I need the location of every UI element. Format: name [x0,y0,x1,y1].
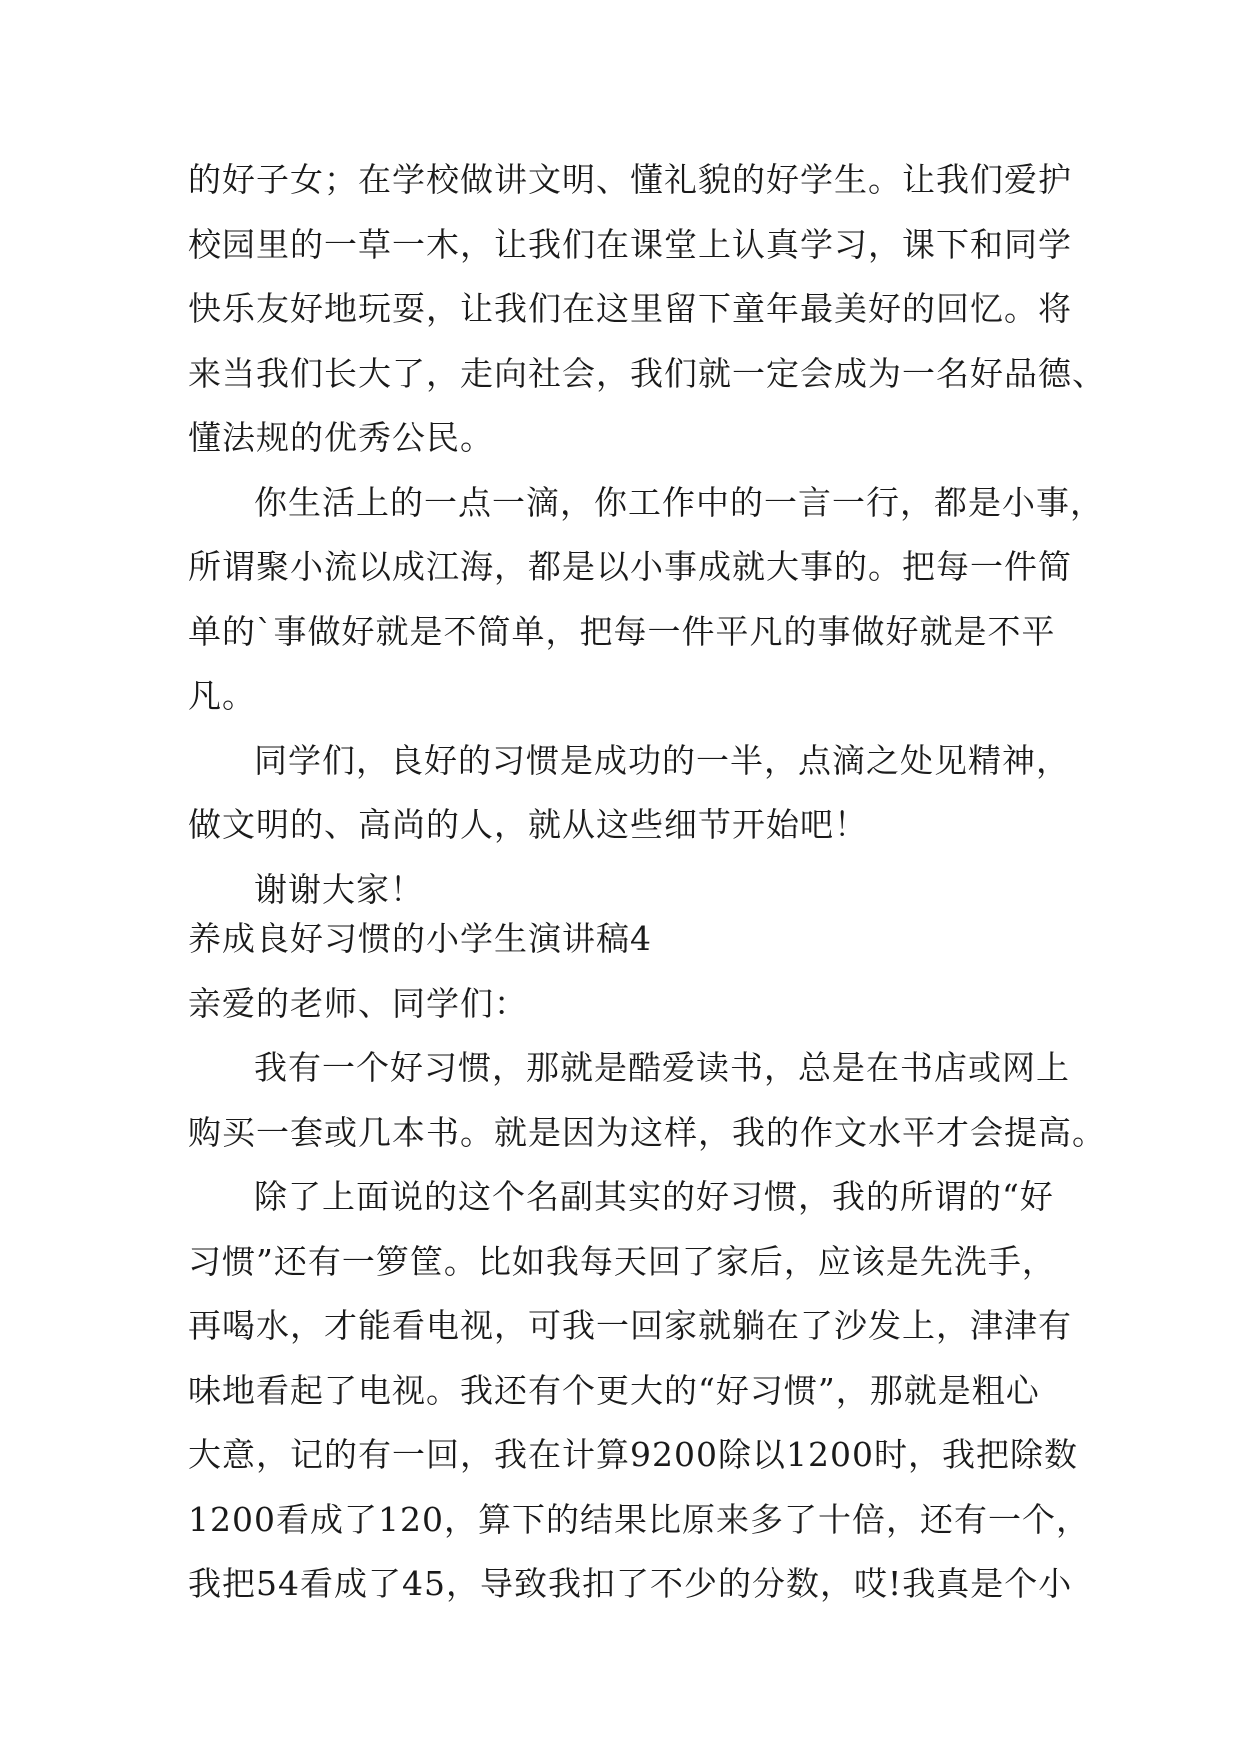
text-line: 快乐友好地玩耍，让我们在这里留下童年最美好的回忆。将 [188,289,1072,328]
text-line: 我把54看成了45，导致我扣了不少的分数，哎!我真是个小 [188,1564,1073,1603]
text-line: 再喝水，才能看电视，可我一回家就躺在了沙发上，津津有 [188,1306,1072,1345]
section-title: 养成良好习惯的小学生演讲稿4 [188,919,652,958]
text-line: 除了上面说的这个名副其实的好习惯，我的所谓的“好 [254,1177,1054,1216]
text-line: 味地看起了电视。我还有个更大的“好习惯”，那就是粗心 [188,1370,1040,1410]
closing-line: 谢谢大家！ [254,869,424,909]
text-line: 所谓聚小流以成江海，都是以小事成就大事的。把每一件简 [188,547,1072,586]
text-line: 同学们，良好的习惯是成功的一半，点滴之处见精神， [254,740,1070,780]
text-line: 做文明的、高尚的人，就从这些细节开始吧！ [188,805,868,844]
text-line: 购买一套或几本书。就是因为这样，我的作文水平才会提高。 [188,1112,1106,1152]
text-line: 懂法规的优秀公民。 [188,418,494,457]
speech-section [188,907,1106,1617]
text-line: 你生活上的一点一滴，你工作中的一言一行，都是小事， [254,482,1104,522]
text-line: 习惯”还有一箩筐。比如我每天回了家后，应该是先洗手， [188,1241,1056,1281]
text-line: 我有一个好习惯，那就是酷爱读书，总是在书店或网上 [254,1048,1070,1087]
text-line: 来当我们长大了，走向社会，我们就一定会成为一名好品德、 [188,353,1106,393]
paragraph-continuation [188,148,1106,922]
text-line: 凡。 [188,676,256,715]
text-line: 单的`事做好就是不简单，把每一件平凡的事做好就是不平 [188,611,1056,651]
text-line: 大意，记的有一回，我在计算9200除以1200时，我把除数 [188,1435,1078,1474]
salutation: 亲爱的老师、同学们： [188,983,528,1023]
text-line: 的好子女；在学校做讲文明、懂礼貌的好学生。让我们爱护 [188,160,1072,199]
text-line: 校园里的一草一木，让我们在课堂上认真学习，课下和同学 [188,224,1072,264]
text-line: 1200看成了120，算下的结果比原来多了十倍，还有一个， [188,1499,1090,1539]
